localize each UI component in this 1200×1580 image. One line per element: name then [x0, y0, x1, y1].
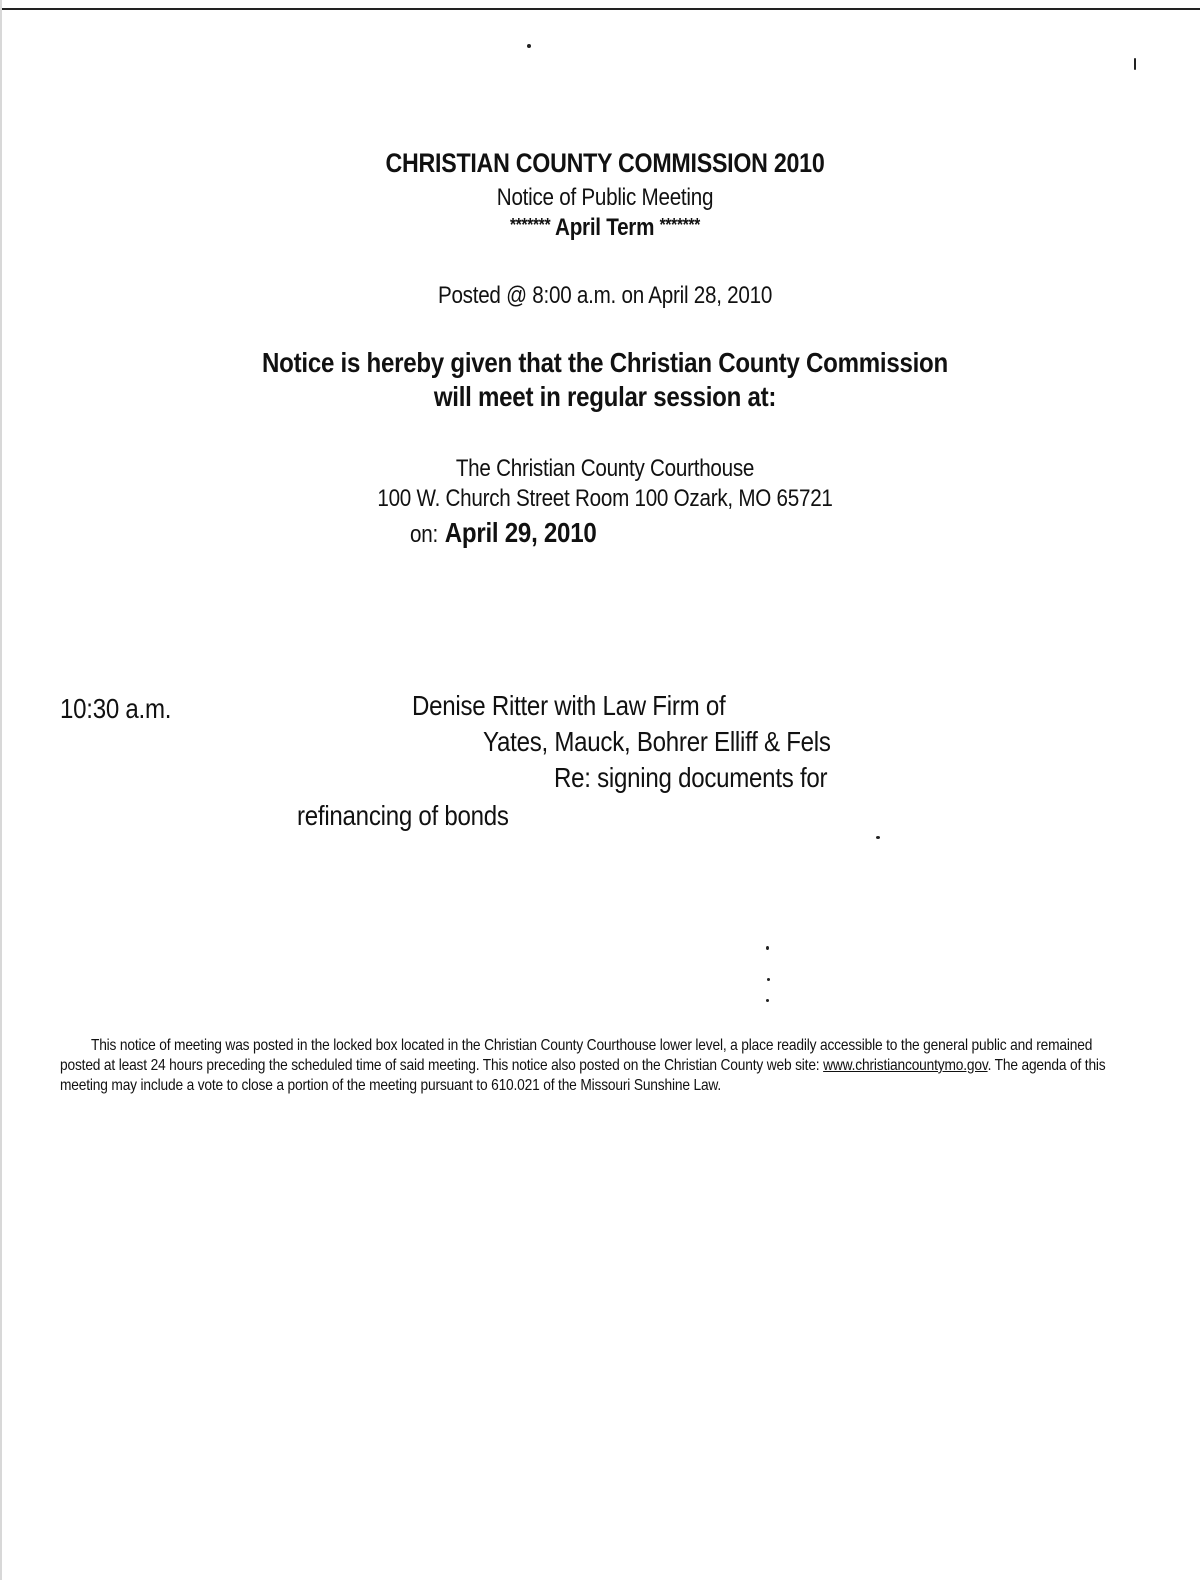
notice-statement	[85, 346, 1126, 414]
agenda-item-line-4: refinancing of bonds	[297, 800, 509, 831]
agenda-item-line-1: Denise Ritter with Law Firm of	[412, 690, 726, 721]
venue-name: The Christian County Courthouse	[455, 455, 755, 482]
scan-speck	[766, 999, 769, 1002]
meeting-date: April 29, 2010	[444, 517, 597, 548]
footer-text-start: This notice of meeting was posted in the locked box located in the Christian County Courthouse lower level, a place readily accessible to the general public and remained posted at least 24 hours preceding the scheduled time of said meeting. This notice also posted on the Christian County web site:	[60, 1037, 1093, 1074]
scan-top-border	[0, 8, 1200, 10]
venue-block	[85, 454, 1126, 514]
posted-timestamp: Posted @ 8:00 a.m. on April 28, 2010	[437, 282, 773, 309]
meeting-date-line	[410, 517, 596, 549]
scan-speck	[876, 836, 880, 839]
agenda-time: 10:30 a.m.	[60, 693, 172, 724]
on-label: on:	[410, 521, 438, 548]
county-website-link[interactable]: www.christiancountymo.gov	[823, 1057, 988, 1074]
term-stars-left: *******	[509, 215, 551, 235]
agenda-item-line-3: Re: signing documents for	[554, 762, 828, 793]
footer-text-end: . The agenda of this meeting may include a vote to close a portion of the meeting pursuant to 610.021 of the Missouri Sunshine Law.	[60, 1057, 1106, 1094]
document-title: CHRISTIAN COUNTY COMMISSION 2010	[385, 148, 825, 178]
scan-left-edge	[0, 0, 2, 1580]
notice-line-2: will meet in regular session at:	[433, 381, 777, 412]
scan-speck	[1134, 58, 1136, 70]
scan-speck	[527, 44, 531, 48]
scan-speck	[766, 946, 769, 950]
term-stars-right: *******	[659, 215, 701, 235]
scan-speck	[767, 978, 770, 981]
posting-notice-paragraph	[60, 1036, 1118, 1096]
venue-address: 100 W. Church Street Room 100 Ozark, MO 65721	[377, 485, 833, 512]
agenda-item-line-2: Yates, Mauck, Bohrer Elliff & Fels	[483, 726, 831, 757]
term-label: April Term	[555, 214, 655, 241]
notice-line-1: Notice is hereby given that the Christian County Commission	[262, 347, 948, 378]
document-subtitle: Notice of Public Meeting	[496, 184, 714, 211]
term-heading	[85, 214, 1126, 242]
